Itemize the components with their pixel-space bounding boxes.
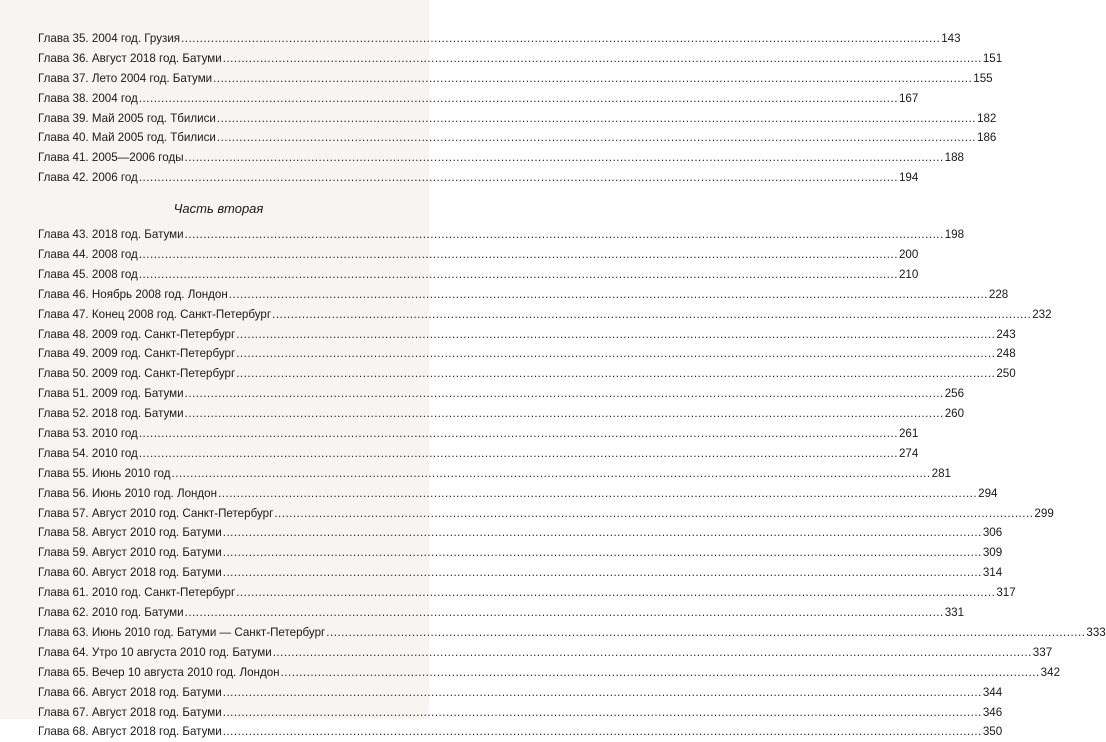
- toc-entry: [38, 89, 919, 109]
- toc-entry: [38, 504, 1054, 524]
- toc-part-one: [38, 29, 1003, 188]
- toc-dot-leader: [274, 504, 1033, 524]
- toc-dot-leader: [139, 265, 898, 285]
- toc-entry-page-number: 260: [944, 407, 965, 421]
- toc-dot-leader: [223, 683, 982, 703]
- toc-entry: [38, 148, 964, 168]
- toc-entry: [38, 464, 951, 484]
- toc-entry: [38, 444, 919, 464]
- toc-dot-leader: [185, 404, 944, 424]
- toc-entry: [38, 603, 965, 623]
- toc-entry: [38, 168, 919, 188]
- toc-dot-leader: [236, 583, 995, 603]
- toc-entry-title: Глава 42. 2006 год: [38, 171, 138, 185]
- toc-entry-title: Глава 43. 2018 год. Батуми: [38, 228, 184, 242]
- toc-entry-page-number: 274: [898, 446, 919, 460]
- section-heading: Часть вторая: [173, 201, 264, 217]
- toc-entry-title: Глава 49. 2009 год. Санкт-Петербург: [38, 347, 236, 361]
- toc-entry-title: Глава 66. Август 2018 год. Батуми: [38, 685, 222, 699]
- toc-dot-leader: [223, 523, 982, 543]
- toc-dot-leader: [139, 424, 898, 444]
- toc-entry-title: Глава 63. Июнь 2010 год. Батуми — Санкт-Петербург: [38, 625, 326, 639]
- toc-dot-leader: [139, 444, 898, 464]
- toc-entry-page-number: 350: [982, 725, 1003, 739]
- toc-entry-title: Глава 46. Ноябрь 2008 год. Лондон: [38, 287, 228, 301]
- toc-entry-title: Глава 58. Август 2010 год. Батуми: [38, 526, 222, 540]
- toc-dot-leader: [229, 285, 988, 305]
- toc-entry-page-number: 344: [982, 685, 1003, 699]
- toc-dot-leader: [213, 69, 972, 89]
- toc-dot-leader: [223, 49, 982, 69]
- toc-entry-title: Глава 48. 2009 год. Санкт-Петербург: [38, 327, 236, 341]
- toc-entry-page-number: 294: [978, 486, 998, 500]
- table-of-contents: [38, 0, 1106, 742]
- toc-entry-page-number: 281: [931, 466, 951, 480]
- toc-entry-title: Глава 54. 2010 год: [38, 446, 138, 460]
- toc-dot-leader: [185, 225, 944, 245]
- toc-entry-title: Глава 68. Август 2018 год. Батуми: [38, 725, 222, 739]
- toc-entry: [38, 364, 1016, 384]
- toc-entry: [38, 424, 919, 444]
- toc-dot-leader: [326, 623, 1085, 643]
- toc-dot-leader: [223, 543, 982, 563]
- toc-entry-page-number: 261: [898, 427, 919, 441]
- toc-entry-title: Глава 44. 2008 год: [38, 248, 138, 262]
- toc-entry-page-number: 188: [944, 151, 964, 165]
- toc-entry-page-number: 346: [982, 705, 1003, 719]
- toc-dot-leader: [272, 305, 1031, 325]
- toc-entry-title: Глава 62. 2010 год. Батуми: [38, 606, 184, 620]
- toc-entry-page-number: 186: [977, 131, 997, 145]
- toc-entry-page-number: 256: [944, 387, 965, 401]
- toc-entry-page-number: 210: [898, 267, 919, 281]
- toc-entry-title: Глава 47. Конец 2008 год. Санкт-Петербург: [38, 307, 272, 321]
- toc-entry-title: Глава 65. Вечер 10 августа 2010 год. Лондон: [38, 665, 280, 679]
- toc-entry-title: Глава 51. 2009 год. Батуми: [38, 387, 184, 401]
- toc-dot-leader: [217, 128, 976, 148]
- toc-entry-page-number: 331: [944, 606, 965, 620]
- toc-entry-page-number: 182: [977, 111, 997, 125]
- toc-entry-page-number: 243: [996, 327, 1016, 341]
- toc-entry-page-number: 248: [996, 347, 1016, 361]
- toc-entry-title: Глава 40. Май 2005 год. Тбилиси: [38, 131, 216, 145]
- toc-entry-title: Глава 45. 2008 год: [38, 267, 138, 281]
- toc-entry-title: Глава 53. 2010 год: [38, 427, 138, 441]
- toc-dot-leader: [185, 148, 944, 168]
- toc-dot-leader: [273, 643, 1032, 663]
- toc-entry-title: Глава 36. Август 2018 год. Батуми: [38, 51, 222, 65]
- toc-dot-leader: [185, 384, 944, 404]
- toc-entry-title: Глава 41. 2005—2006 годы: [38, 151, 184, 165]
- toc-entry: [38, 484, 998, 504]
- toc-entry: [38, 703, 1003, 723]
- toc-entry-title: Глава 56. Июнь 2010 год. Лондон: [38, 486, 218, 500]
- toc-entry-page-number: 342: [1040, 665, 1061, 679]
- toc-dot-leader: [236, 325, 995, 345]
- toc-entry: [38, 344, 1016, 364]
- toc-entry-title: Глава 67. Август 2018 год. Батуми: [38, 705, 222, 719]
- toc-entry: [38, 265, 919, 285]
- toc-dot-leader: [223, 722, 982, 742]
- toc-dot-leader: [185, 603, 944, 623]
- toc-entry: [38, 722, 1003, 742]
- toc-entry: [38, 325, 1016, 345]
- toc-entry-page-number: 155: [973, 71, 993, 85]
- toc-entry-page-number: 314: [982, 566, 1003, 580]
- toc-entry-page-number: 167: [898, 91, 919, 105]
- toc-entry-title: Глава 60. Август 2018 год. Батуми: [38, 566, 222, 580]
- toc-entry-page-number: 143: [941, 32, 961, 45]
- toc-entry: [38, 563, 1003, 583]
- toc-entry: [38, 643, 1053, 663]
- toc-entry: [38, 305, 1052, 325]
- toc-entry-page-number: 232: [1032, 307, 1052, 321]
- toc-dot-leader: [236, 344, 995, 364]
- toc-entry: [38, 49, 1003, 69]
- toc-dot-leader: [139, 89, 898, 109]
- toc-entry-page-number: 309: [982, 546, 1003, 560]
- toc-entry: [38, 245, 919, 265]
- toc-entry-title: Глава 55. Июнь 2010 год: [38, 466, 171, 480]
- toc-entry-title: Глава 38. 2004 год: [38, 91, 138, 105]
- toc-entry-page-number: 194: [898, 171, 919, 185]
- toc-part-two: [38, 225, 1106, 742]
- toc-entry: [38, 285, 1009, 305]
- toc-entry: [38, 384, 965, 404]
- toc-dot-leader: [223, 703, 982, 723]
- toc-dot-leader: [217, 109, 976, 129]
- toc-entry-page-number: 337: [1032, 645, 1053, 659]
- toc-entry: [38, 225, 965, 245]
- toc-entry-title: Глава 57. Август 2010 год. Санкт-Петербург: [38, 506, 274, 520]
- toc-entry-page-number: 151: [982, 51, 1003, 65]
- toc-entry: [38, 543, 1003, 563]
- toc-entry-title: Глава 50. 2009 год. Санкт-Петербург: [38, 367, 236, 381]
- toc-entry-page-number: 200: [898, 248, 919, 262]
- toc-entry: [38, 523, 1003, 543]
- toc-entry-title: Глава 39. Май 2005 год. Тбилиси: [38, 111, 216, 125]
- toc-dot-leader: [139, 245, 898, 265]
- toc-entry: [38, 29, 961, 49]
- toc-dot-leader: [172, 464, 931, 484]
- toc-entry-title: Глава 64. Утро 10 августа 2010 год. Батуми: [38, 645, 272, 659]
- toc-entry-page-number: 250: [996, 367, 1016, 381]
- toc-entry: [38, 69, 993, 89]
- toc-entry-page-number: 306: [982, 526, 1003, 540]
- toc-entry-page-number: 317: [996, 586, 1016, 600]
- toc-entry: [38, 404, 965, 424]
- toc-entry-title: Глава 35. 2004 год. Грузия: [38, 32, 181, 45]
- toc-entry: [38, 683, 1003, 703]
- toc-entry: [38, 128, 997, 148]
- toc-dot-leader: [223, 563, 982, 583]
- toc-entry-title: Глава 61. 2010 год. Санкт-Петербург: [38, 586, 236, 600]
- toc-dot-leader: [139, 168, 898, 188]
- toc-dot-leader: [236, 364, 995, 384]
- toc-dot-leader: [281, 663, 1040, 683]
- toc-entry: [38, 583, 1016, 603]
- toc-entry-title: Глава 37. Лето 2004 год. Батуми: [38, 71, 213, 85]
- toc-entry-page-number: 333: [1086, 625, 1106, 639]
- toc-entry-page-number: 299: [1034, 506, 1054, 520]
- toc-entry-title: Глава 59. Август 2010 год. Батуми: [38, 546, 222, 560]
- toc-dot-leader: [218, 484, 977, 504]
- toc-dot-leader: [181, 29, 940, 49]
- toc-entry-page-number: 228: [988, 287, 1009, 301]
- toc-entry: [38, 623, 1106, 643]
- toc-entry: [38, 663, 1061, 683]
- toc-entry: [38, 109, 997, 129]
- toc-entry-title: Глава 52. 2018 год. Батуми: [38, 407, 184, 421]
- toc-entry-page-number: 198: [944, 228, 965, 242]
